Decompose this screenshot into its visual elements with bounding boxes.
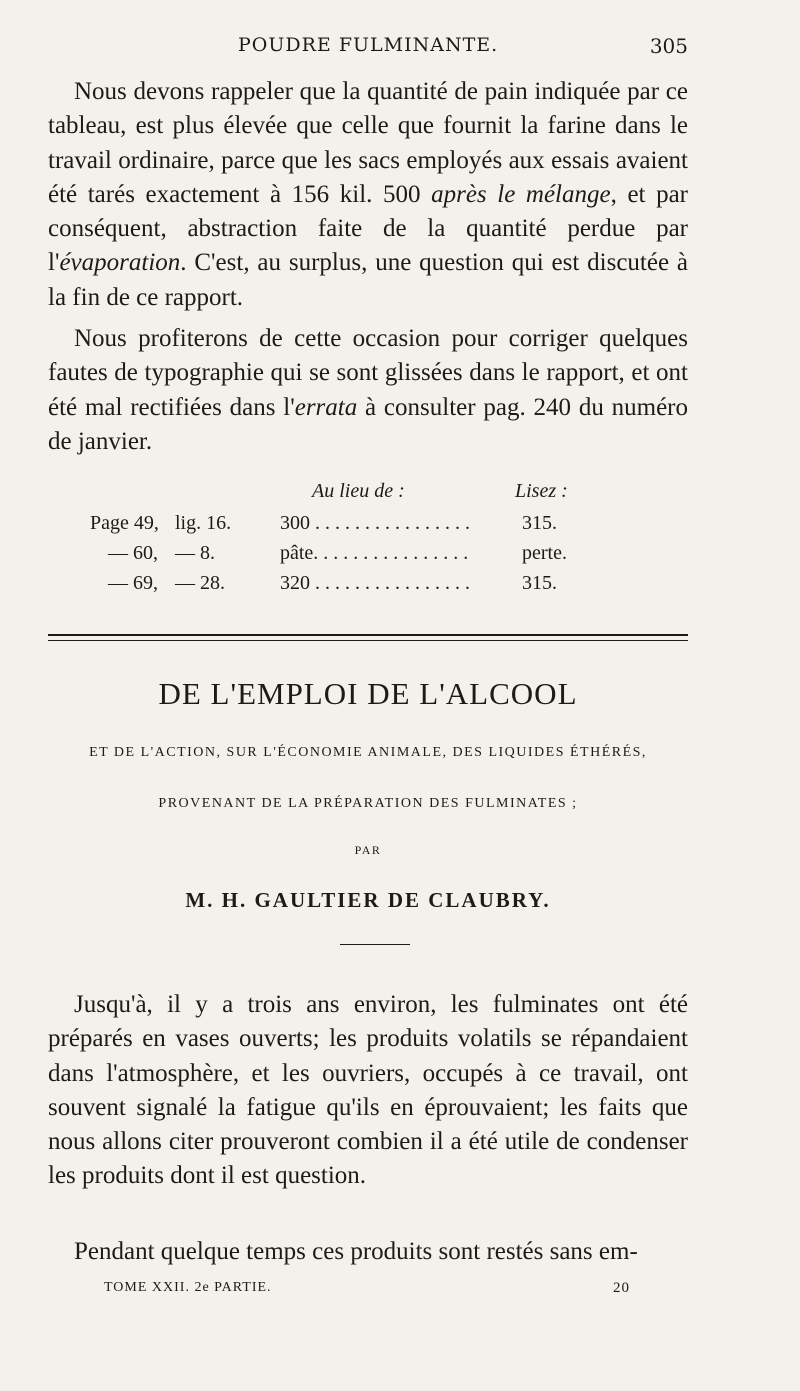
- errata-page: — 69,: [108, 572, 158, 594]
- paragraph4-text: Pendant quelque temps ces produits sont restés sans em-: [74, 1238, 638, 1265]
- article-subtitle-line-2: PROVENANT DE LA PRÉPARATION DES FULMINATES ;: [158, 796, 578, 811]
- errata-line: — 28.: [175, 572, 225, 594]
- errata-wrong: 320 . . . . . . . . . . . . . . . .: [280, 572, 470, 594]
- errata-header: [90, 480, 610, 512]
- paragraph1-text-2: , et par conséquent, abstraction faite de la quantité perdue par l': [48, 180, 689, 277]
- author-divider: [340, 944, 410, 945]
- errata-header-wrong: Au lieu de :: [312, 480, 405, 502]
- page-footer: [104, 1280, 630, 1302]
- errata-wrong: 300 . . . . . . . . . . . . . . . .: [280, 512, 470, 534]
- paragraph-bread-quantity: [48, 75, 688, 315]
- errata-row: [90, 512, 610, 542]
- section-divider-thin: [48, 640, 688, 641]
- paragraph1-text-1: Nous devons rappeler que la quantité de pain indiquée par ce tableau, est plus élevée que celle que fournit la farine dans le travail ordinaire, parce que les sacs employés aux essais avaient été tarés exactement à 156 kil. 500: [48, 78, 688, 208]
- errata-row: [90, 542, 610, 572]
- errata-row: [90, 572, 610, 602]
- volume-label: TOME XXII. 2e PARTIE.: [104, 1280, 272, 1295]
- paragraph2-text-2: à consulter pag. 240 du numéro de janvier.: [48, 393, 688, 455]
- errata-header-right: Lisez :: [515, 480, 568, 502]
- paragraph-continuation: [48, 1235, 688, 1269]
- paragraph1-emphasis-1: après le mélange: [431, 180, 611, 208]
- paragraph1-text-3: . C'est, au surplus, une question qui est discutée à la fin de ce rapport.: [48, 249, 688, 311]
- article-author: M. H. GAULTIER DE CLAUBRY.: [185, 888, 551, 912]
- paragraph-typo-corrections: [48, 322, 688, 459]
- paragraph1-emphasis-2: évaporation: [59, 249, 181, 277]
- article-byline: PAR: [354, 843, 382, 857]
- errata-page: Page 49,: [90, 512, 159, 534]
- paragraph3-text: Jusqu'à, il y a trois ans environ, les fulminates ont été préparés en vases ouverts; les produits volatils se répandaient dans l'atmosphère, et les ouvriers, occupés à ce travail, ont souvent signalé la fatigue qu'ils en éprouvaient; les faits que nous allons citer prouveront combien il a été utile de condenser les produits dont il est question.: [48, 991, 688, 1190]
- errata-right: 315.: [522, 512, 557, 534]
- paragraph-fulminates-history: [48, 988, 688, 1194]
- errata-page: — 60,: [108, 542, 158, 564]
- errata-wrong: pâte. . . . . . . . . . . . . . . .: [280, 542, 469, 564]
- article-title: DE L'EMPLOI DE L'ALCOOL: [158, 676, 578, 711]
- errata-table: [90, 480, 610, 602]
- paragraph2-text-1: Nous profiterons de cette occasion pour corriger quelques fautes de typographie qui se sont glissées dans le rapport, et ont été mal rectifiées dans l': [48, 325, 688, 421]
- errata-right: perte.: [522, 542, 567, 564]
- page-header: [48, 34, 688, 62]
- section-divider-thick: [48, 634, 688, 636]
- signature-mark: 20: [613, 1280, 630, 1296]
- article-subtitle-line-1: ET DE L'ACTION, SUR L'ÉCONOMIE ANIMALE, DES LIQUIDES ÉTHÉRÉS,: [89, 745, 647, 760]
- running-title: POUDRE FULMINANTE.: [238, 34, 499, 56]
- page-number: 305: [649, 34, 688, 58]
- errata-line: lig. 16.: [175, 512, 232, 534]
- errata-right: 315.: [522, 572, 557, 594]
- paragraph2-emphasis: errata: [294, 393, 358, 421]
- errata-line: — 8.: [175, 542, 215, 564]
